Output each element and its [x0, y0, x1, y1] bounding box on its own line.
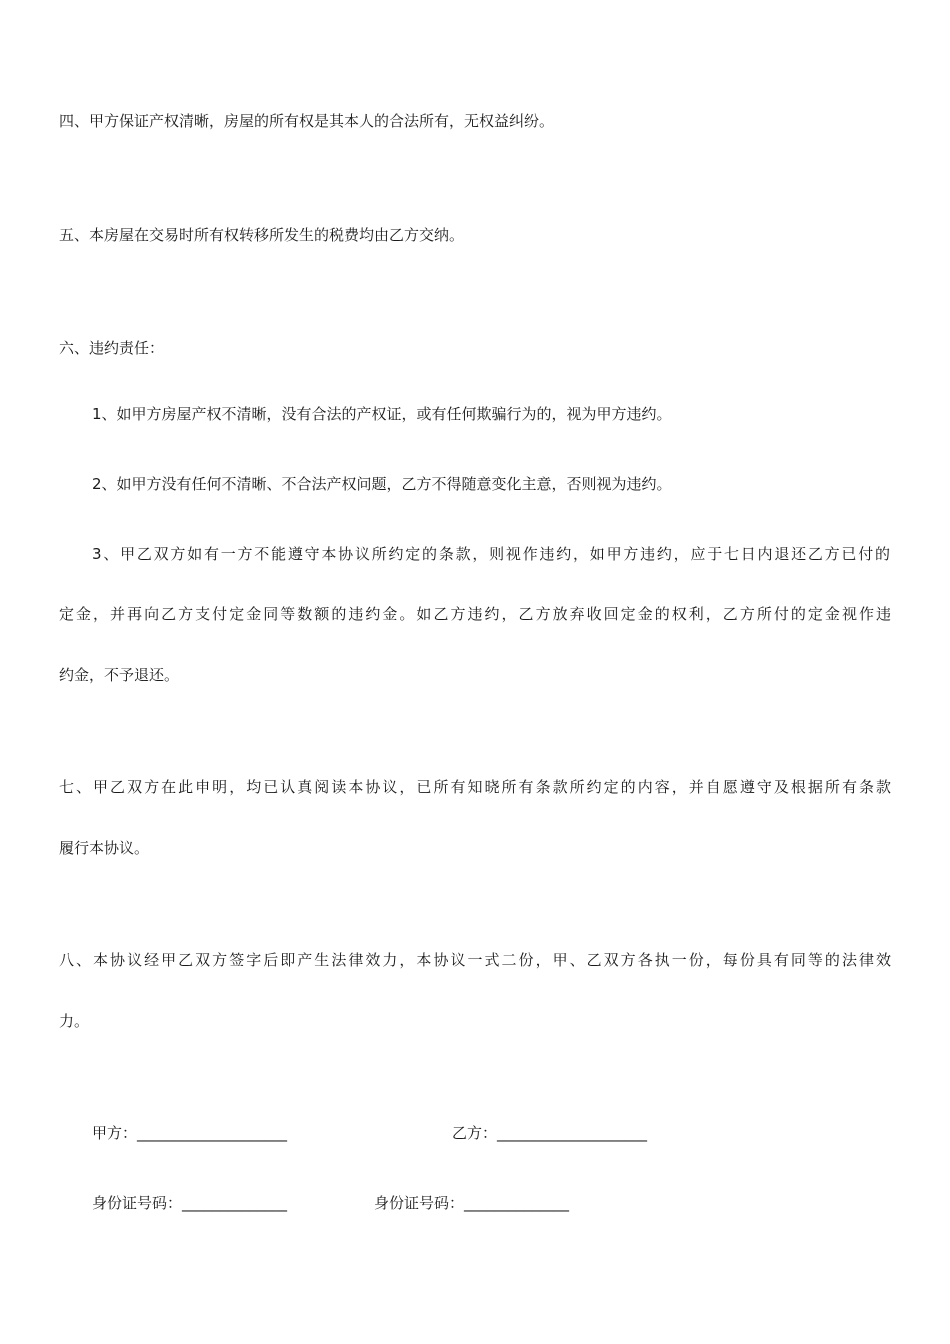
- clause-7-line-2: 履行本协议。: [59, 839, 150, 857]
- clause-5: 五、本房屋在交易时所有权转移所发生的税费均由乙方交纳。: [59, 226, 465, 244]
- party-b-id-line: 身份证号码：______________: [374, 1194, 570, 1212]
- clause-8-line-1: 八、本协议经甲乙双方签字后即产生法律效力，本协议一式二份，甲、乙双方各执一份，每份具有同等的法律效: [59, 951, 891, 969]
- clause-6-item-3-line-3: 约金，不予退还。: [59, 666, 180, 684]
- clause-6-title: 六、违约责任：: [59, 339, 165, 357]
- clause-6-item-1: 1、如甲方房屋产权不清晰，没有合法的产权证，或有任何欺骗行为的，视为甲方违约。: [92, 405, 672, 423]
- party-a-id-line: 身份证号码：______________: [92, 1194, 288, 1212]
- clause-7-line-1: 七、甲乙双方在此申明，均已认真阅读本协议，已所有知晓所有条款所约定的内容，并自愿遵守及根据所有条款: [59, 778, 891, 796]
- clause-6-item-3-line-1: 3、甲乙双方如有一方不能遵守本协议所约定的条款，则视作违约，如甲方违约，应于七日内退还乙方已付的: [92, 545, 890, 563]
- clause-8-line-2: 力。: [59, 1012, 90, 1030]
- clause-4: 四、甲方保证产权清晰，房屋的所有权是其本人的合法所有，无权益纠纷。: [59, 112, 555, 130]
- party-b-signature-line: 乙方：____________________: [452, 1124, 648, 1142]
- clause-6-item-2: 2、如甲方没有任何不清晰、不合法产权问题，乙方不得随意变化主意，否则视为违约。: [92, 475, 672, 493]
- party-a-signature-line: 甲方：____________________: [92, 1124, 288, 1142]
- clause-6-item-3-line-2: 定金，并再向乙方支付定金同等数额的违约金。如乙方违约，乙方放弃收回定金的权利，乙方所付的定金视作违: [59, 605, 891, 623]
